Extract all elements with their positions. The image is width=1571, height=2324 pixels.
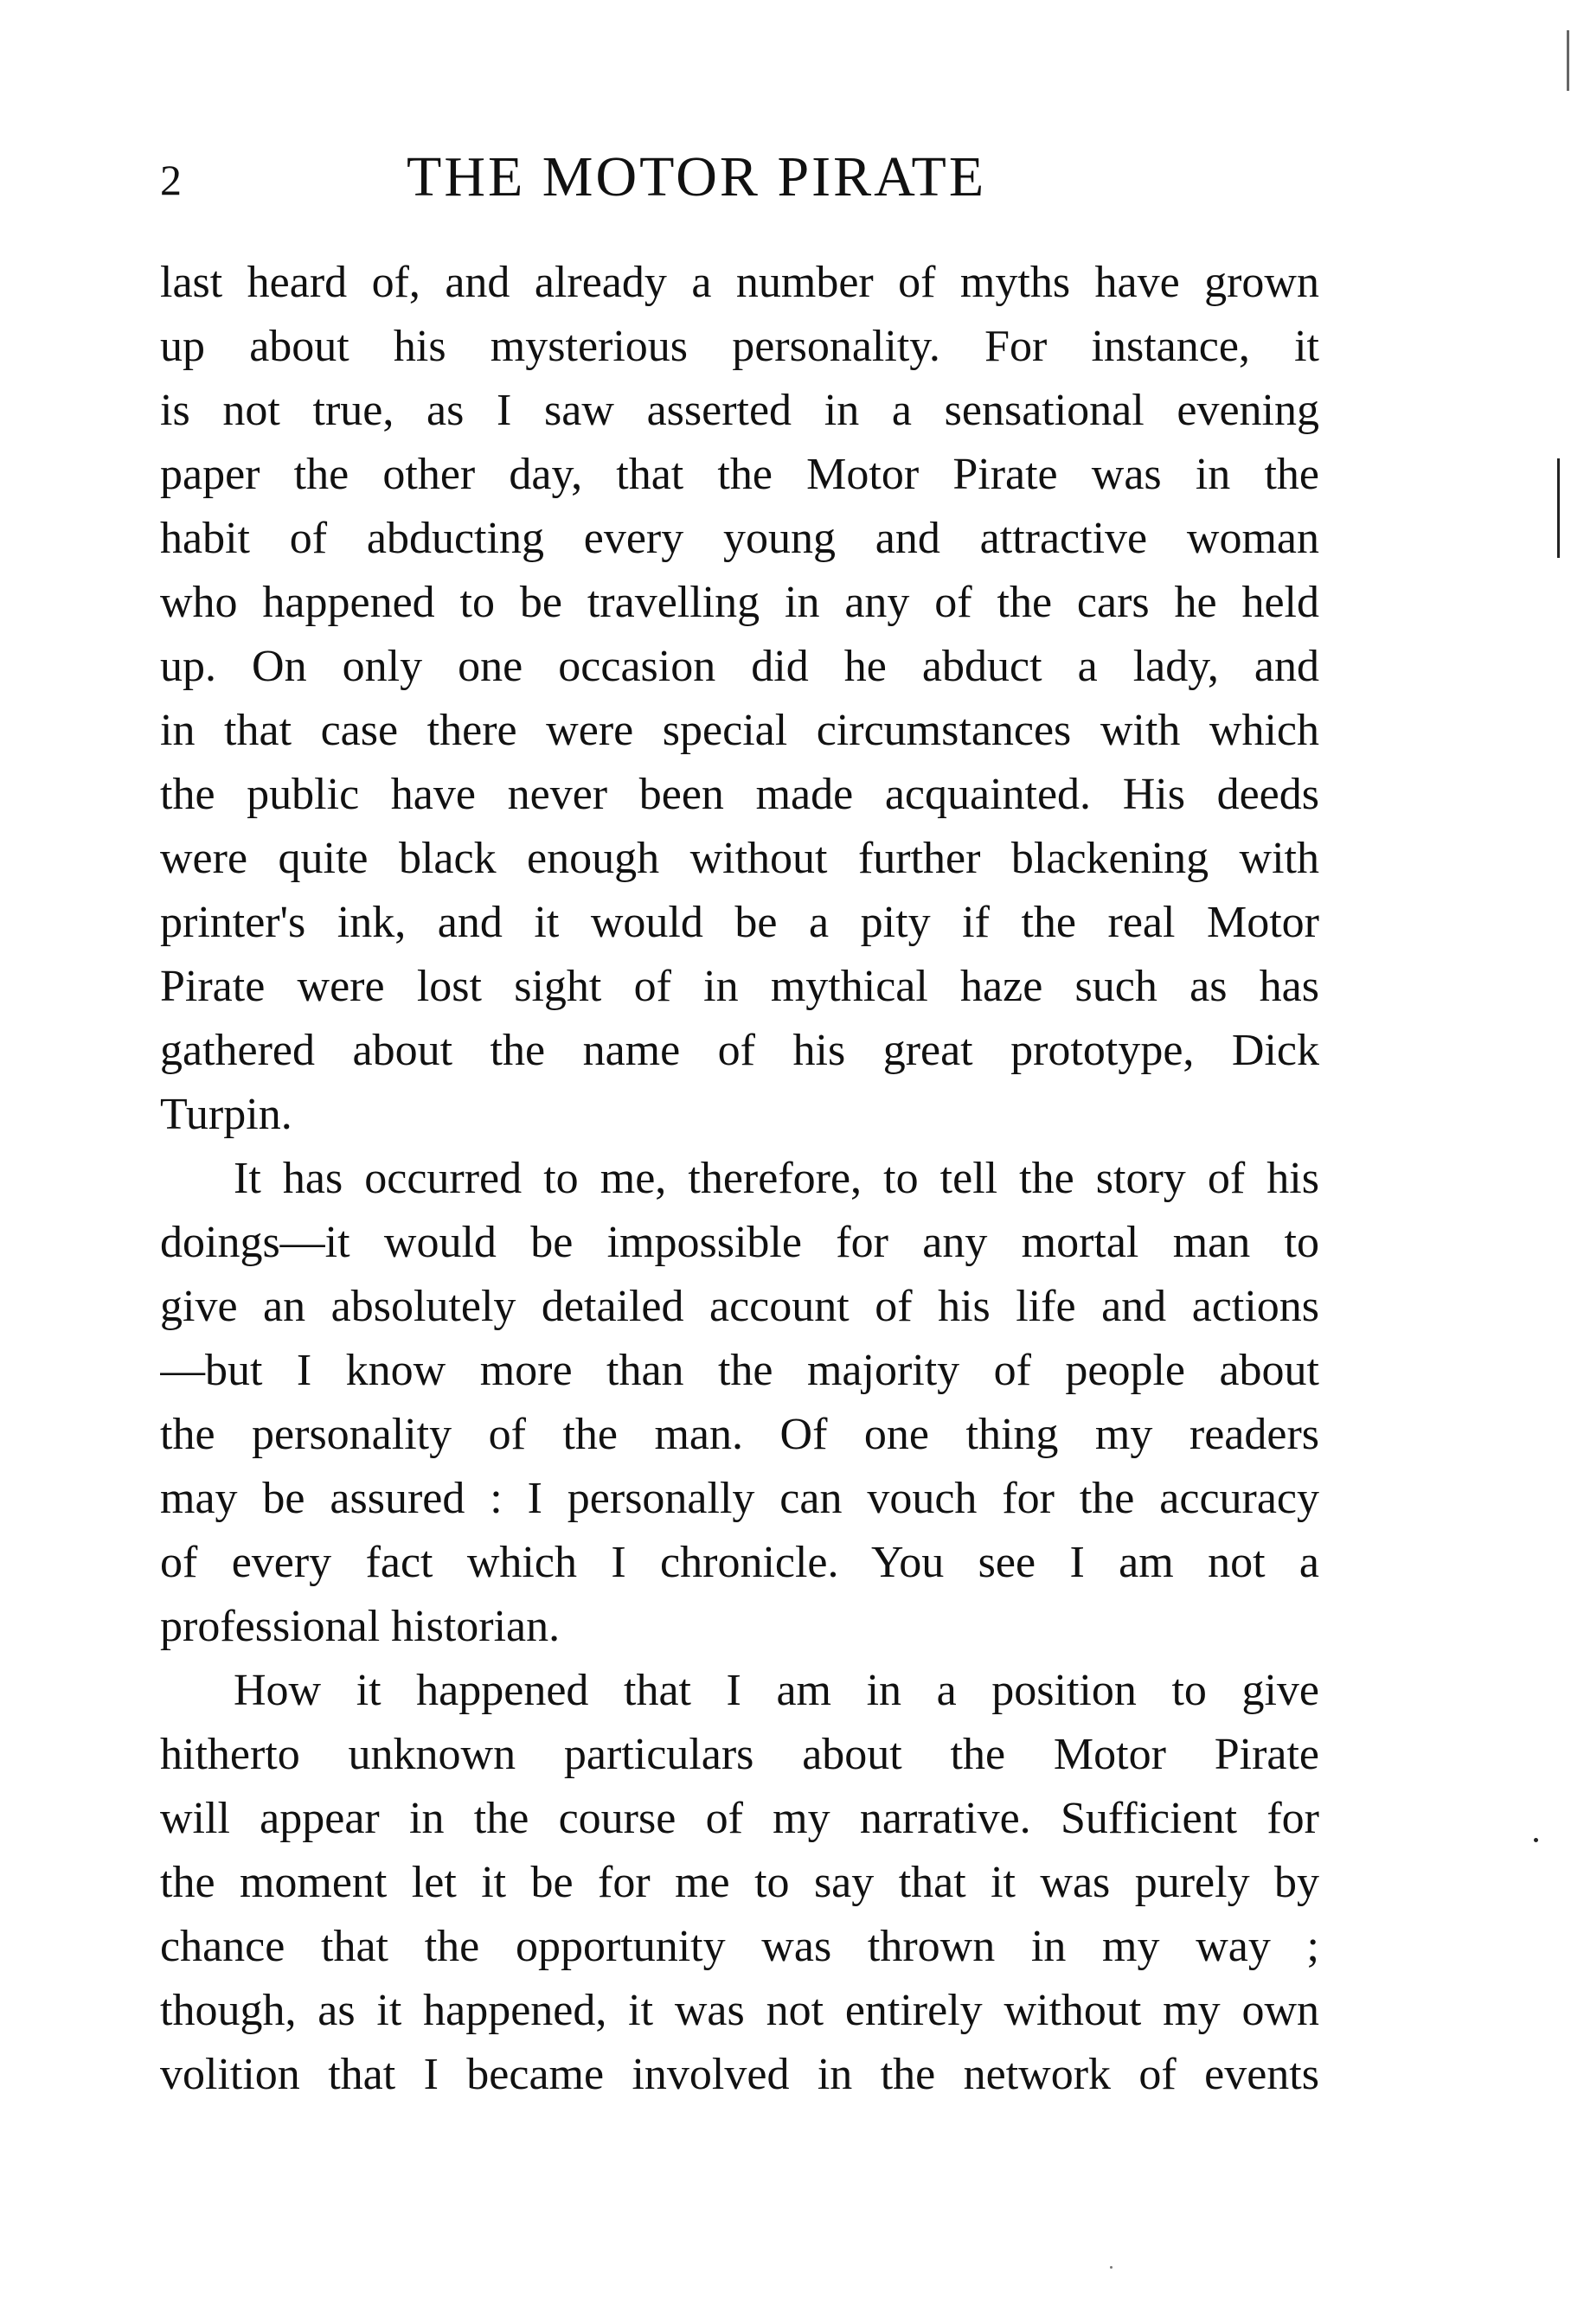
- paragraph-start-line: How it happened that I am in a position to give: [234, 1666, 1319, 1715]
- text-line: in that case there were special circumstances with which: [160, 706, 1319, 755]
- scan-speck: [1534, 1838, 1538, 1842]
- text-line: will appear in the course of my narrative. Sufficient for: [160, 1794, 1319, 1843]
- scan-speck: [1110, 2266, 1113, 2269]
- text-line: up about his mysterious personality. For instance, it: [160, 322, 1319, 371]
- text-line: though, as it happened, it was not entirely without my own: [160, 1986, 1319, 2035]
- text-line: the personality of the man. Of one thing my readers: [160, 1410, 1319, 1459]
- text-line: of every fact which I chronicle. You see I am not a: [160, 1538, 1319, 1587]
- text-line: hitherto unknown particulars about the Motor Pirate: [160, 1730, 1319, 1779]
- text-line: printer's ink, and it would be a pity if the real Motor: [160, 898, 1319, 947]
- text-line: up. On only one occasion did he abduct a lady, and: [160, 642, 1319, 691]
- text-line: may be assured : I personally can vouch for the accuracy: [160, 1474, 1319, 1523]
- text-line: who happened to be travelling in any of the cars he held: [160, 578, 1319, 627]
- text-line: give an absolutely detailed account of his life and actions: [160, 1282, 1319, 1331]
- scan-margin-mark: [1557, 458, 1560, 558]
- text-line: the moment let it be for me to say that it was purely by: [160, 1858, 1319, 1907]
- body-text: [160, 251, 1319, 2107]
- page-number: 2: [160, 156, 182, 204]
- text-line: volition that I became involved in the network of events: [160, 2050, 1319, 2099]
- page-header: [160, 147, 1319, 216]
- text-line: gathered about the name of his great prototype, Dick: [160, 1026, 1319, 1075]
- text-line: Pirate were lost sight of in mythical haze such as has: [160, 962, 1319, 1011]
- scan-edge-mark: [1567, 30, 1569, 91]
- text-line: chance that the opportunity was thrown in my way ;: [160, 1922, 1319, 1971]
- text-line: were quite black enough without further blackening with: [160, 834, 1319, 883]
- paragraph-start-line: It has occurred to me, therefore, to tell the story of his: [234, 1154, 1319, 1203]
- text-line: last heard of, and already a number of myths have grown: [160, 258, 1319, 307]
- text-line: doings—it would be impossible for any mortal man to: [160, 1218, 1319, 1267]
- running-title: THE MOTOR PIRATE: [407, 145, 987, 208]
- text-line: —but I know more than the majority of people about: [160, 1346, 1319, 1395]
- text-line: is not true, as I saw asserted in a sensational evening: [160, 386, 1319, 435]
- text-line: professional historian.: [160, 1602, 561, 1651]
- text-line: habit of abducting every young and attractive woman: [160, 514, 1319, 563]
- text-line: Turpin.: [160, 1090, 292, 1139]
- text-line: paper the other day, that the Motor Pirate was in the: [160, 450, 1319, 499]
- text-line: the public have never been made acquainted. His deeds: [160, 770, 1319, 819]
